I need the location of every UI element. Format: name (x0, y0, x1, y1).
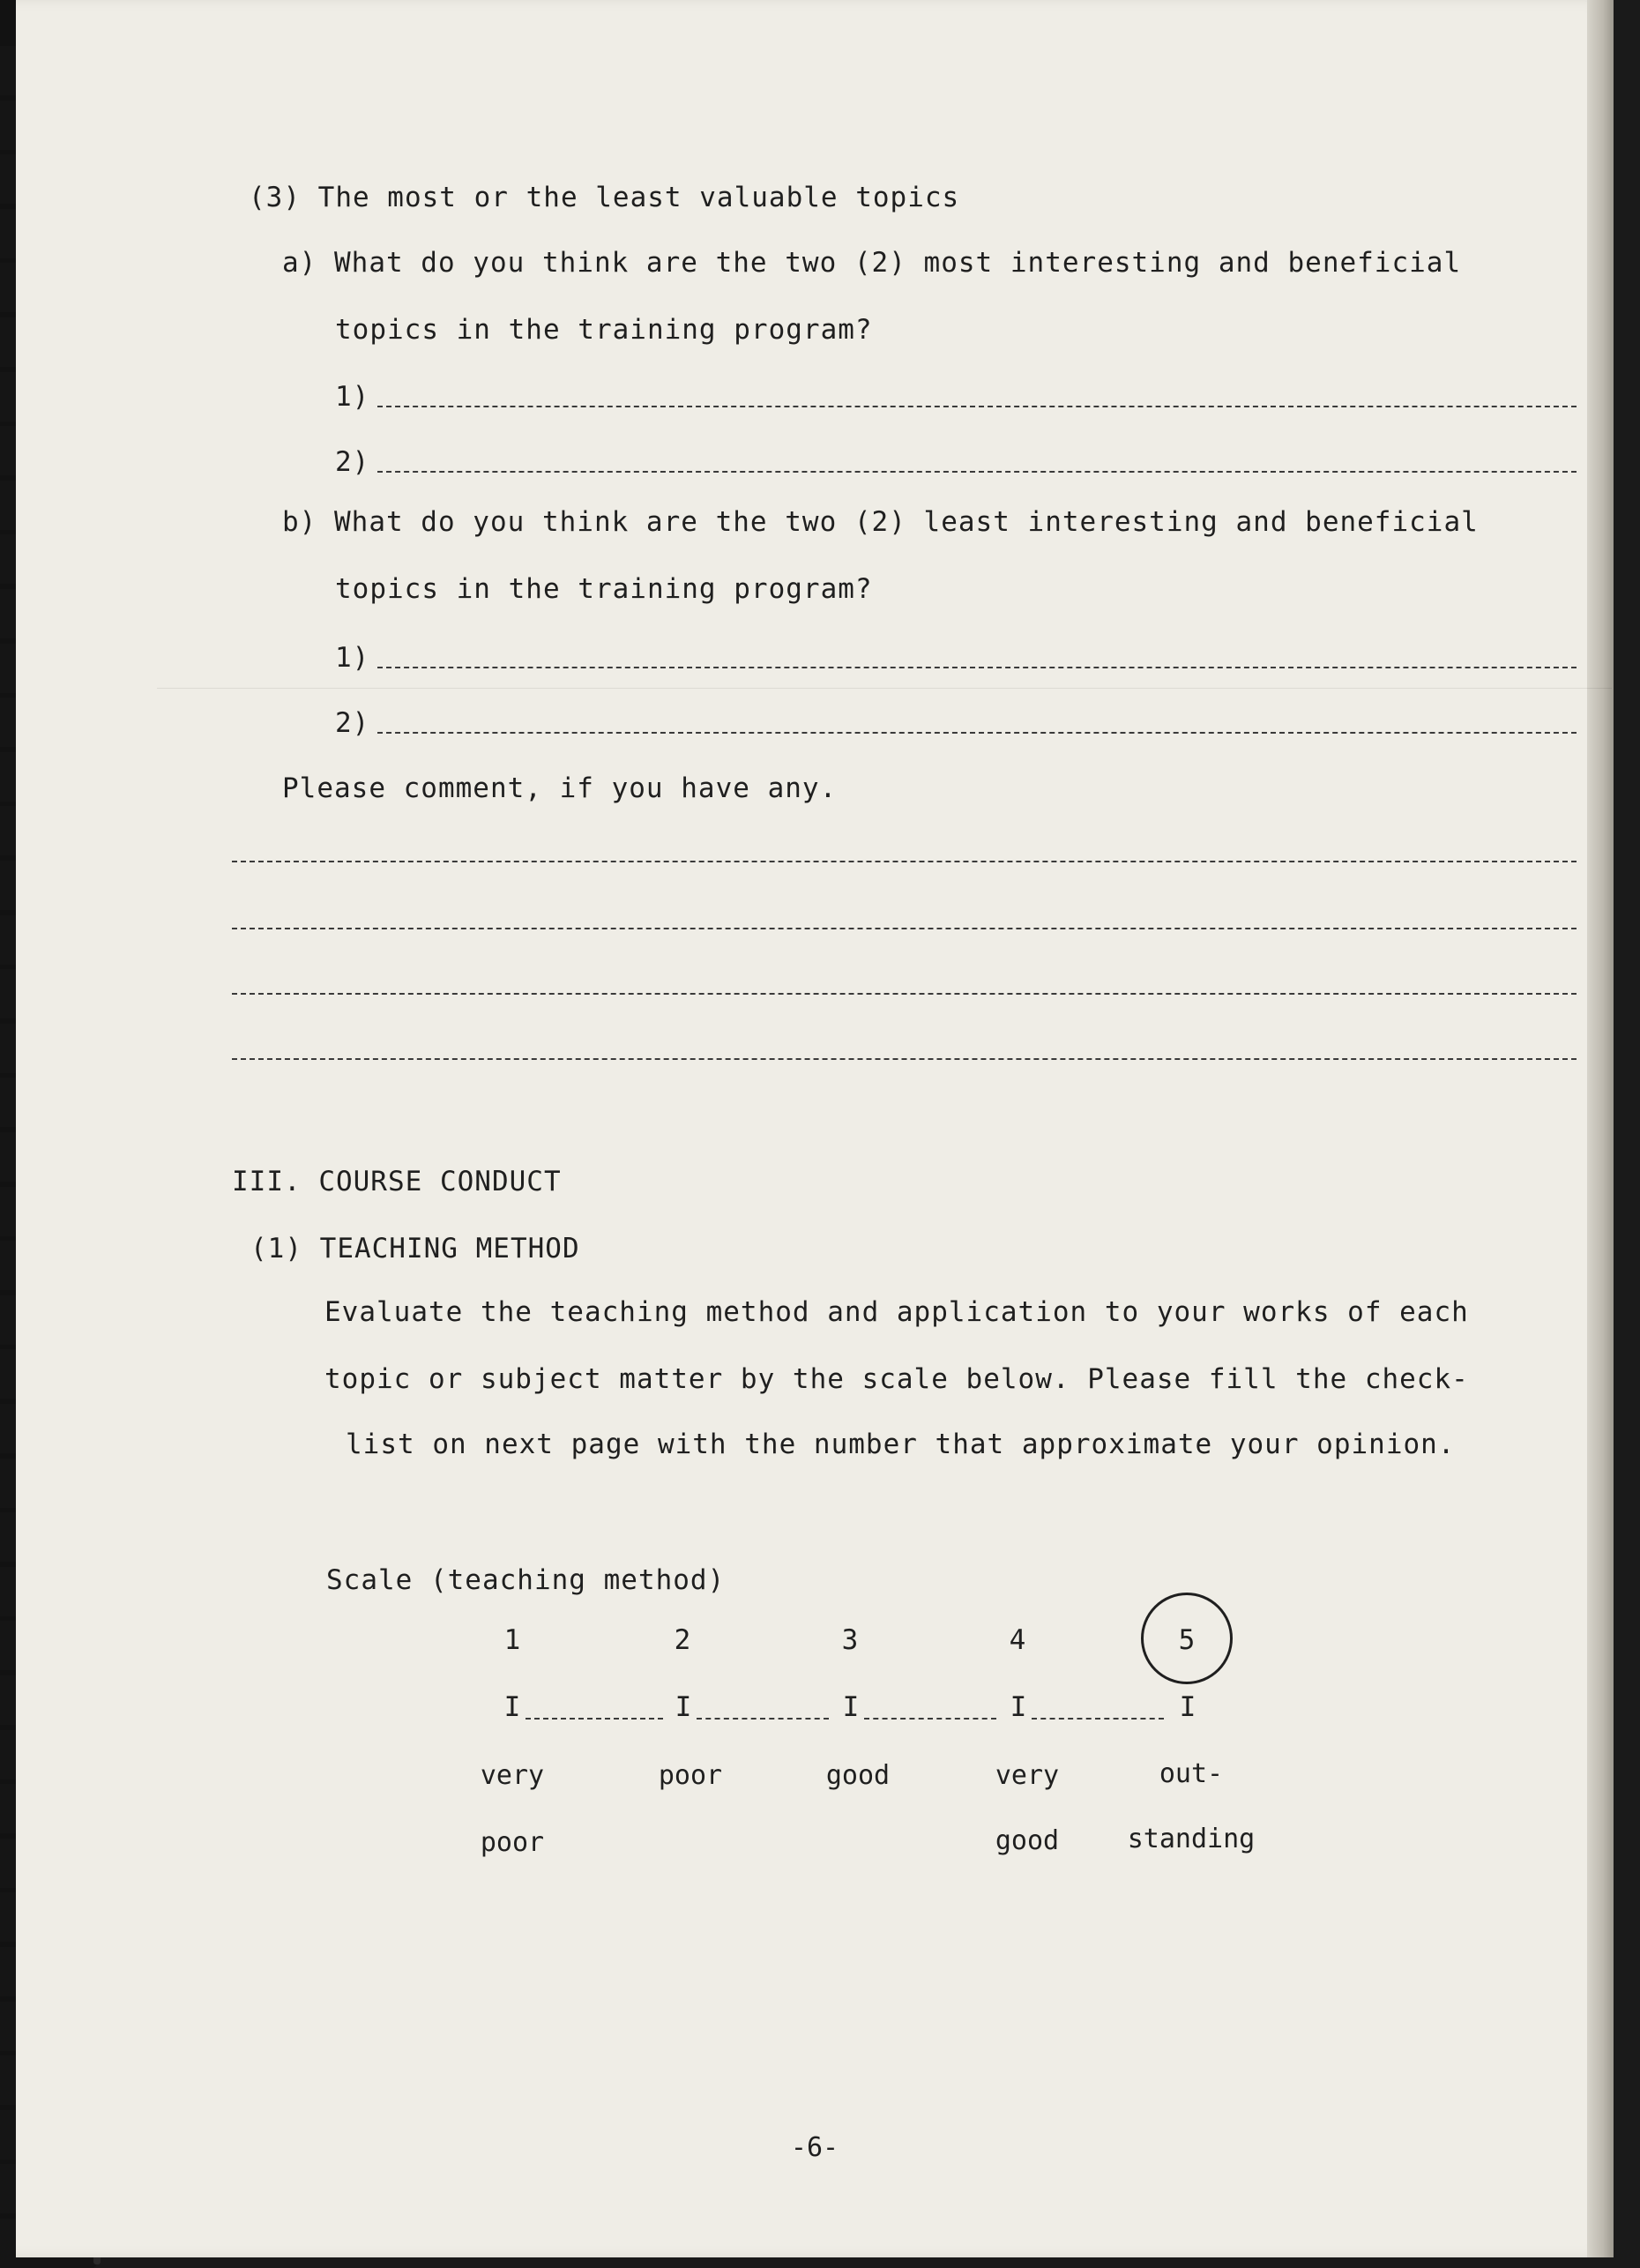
answer-b2-label: 2) (335, 707, 370, 739)
question-a-line-2: topics in the training program? (335, 314, 873, 346)
answer-a1-label: 1) (335, 381, 370, 413)
answer-b2-line[interactable] (377, 732, 1577, 734)
answer-a2-line[interactable] (377, 471, 1577, 473)
scale-label-4-line-1: very (995, 1760, 1060, 1791)
scale-tick-4: I (1010, 1691, 1027, 1723)
page-number: -6- (790, 2132, 839, 2163)
scale-label-4-line-2: good (995, 1825, 1060, 1856)
scale-label-3-line-1: good (825, 1760, 891, 1791)
section-3-heading: (3) The most or the least valuable topics (249, 182, 960, 213)
scale-label-1-line-2: poor (480, 1827, 545, 1858)
question-a-line-1: a) What do you think are the two (2) most interesting and beneficial (282, 247, 1462, 279)
scale-tick-3: I (842, 1691, 860, 1723)
instructions-line-2: topic or subject matter by the scale below. Please fill the check- (324, 1363, 1469, 1395)
comment-line-2[interactable] (232, 928, 1577, 929)
scale-segment-2 (697, 1718, 829, 1720)
answer-b1-line[interactable] (377, 667, 1577, 668)
instructions-line-3: list on next page with the number that approximate your opinion. (346, 1429, 1456, 1460)
scale-number-3: 3 (841, 1624, 859, 1656)
instructions-line-1: Evaluate the teaching method and application to your works of each (324, 1296, 1469, 1328)
document-page (16, 0, 1614, 2257)
comment-line-4[interactable] (232, 1058, 1577, 1060)
scale-label-1-line-1: very (480, 1760, 545, 1791)
scale-title: Scale (teaching method) (326, 1564, 726, 1596)
scale-segment-4 (1032, 1718, 1164, 1720)
answer-a2-label: 2) (335, 446, 370, 478)
scale-number-1: 1 (503, 1624, 521, 1656)
subsection-heading-teaching-method: (1) TEACHING METHOD (250, 1233, 580, 1265)
scale-segment-3 (864, 1718, 996, 1720)
scale-tick-5: I (1179, 1691, 1196, 1723)
question-b-line-2: topics in the training program? (335, 573, 873, 605)
comment-line-1[interactable] (232, 861, 1577, 862)
page-edge (1587, 0, 1614, 2257)
fold-line (157, 688, 1612, 689)
scale-number-5: 5 (1178, 1624, 1196, 1656)
comment-prompt: Please comment, if you have any. (282, 772, 838, 804)
question-b-line-1: b) What do you think are the two (2) least interesting and beneficial (282, 506, 1479, 538)
section-heading-course-conduct: III. COURSE CONDUCT (232, 1166, 562, 1197)
scale-label-2-line-1: poor (658, 1760, 723, 1791)
scale-segment-1 (526, 1718, 663, 1720)
comment-line-3[interactable] (232, 993, 1577, 995)
scale-number-2: 2 (674, 1624, 691, 1656)
scale-number-4: 4 (1009, 1624, 1026, 1656)
scale-tick-1: I (503, 1691, 521, 1723)
selected-rating-circle (1141, 1593, 1233, 1684)
scale-tick-2: I (675, 1691, 692, 1723)
answer-b1-label: 1) (335, 642, 370, 674)
scale-label-5-line-1: out- (1159, 1758, 1224, 1789)
answer-a1-line[interactable] (377, 406, 1577, 407)
scale-label-5-line-2: standing (1127, 1824, 1256, 1854)
show-through-text (430, 97, 447, 128)
